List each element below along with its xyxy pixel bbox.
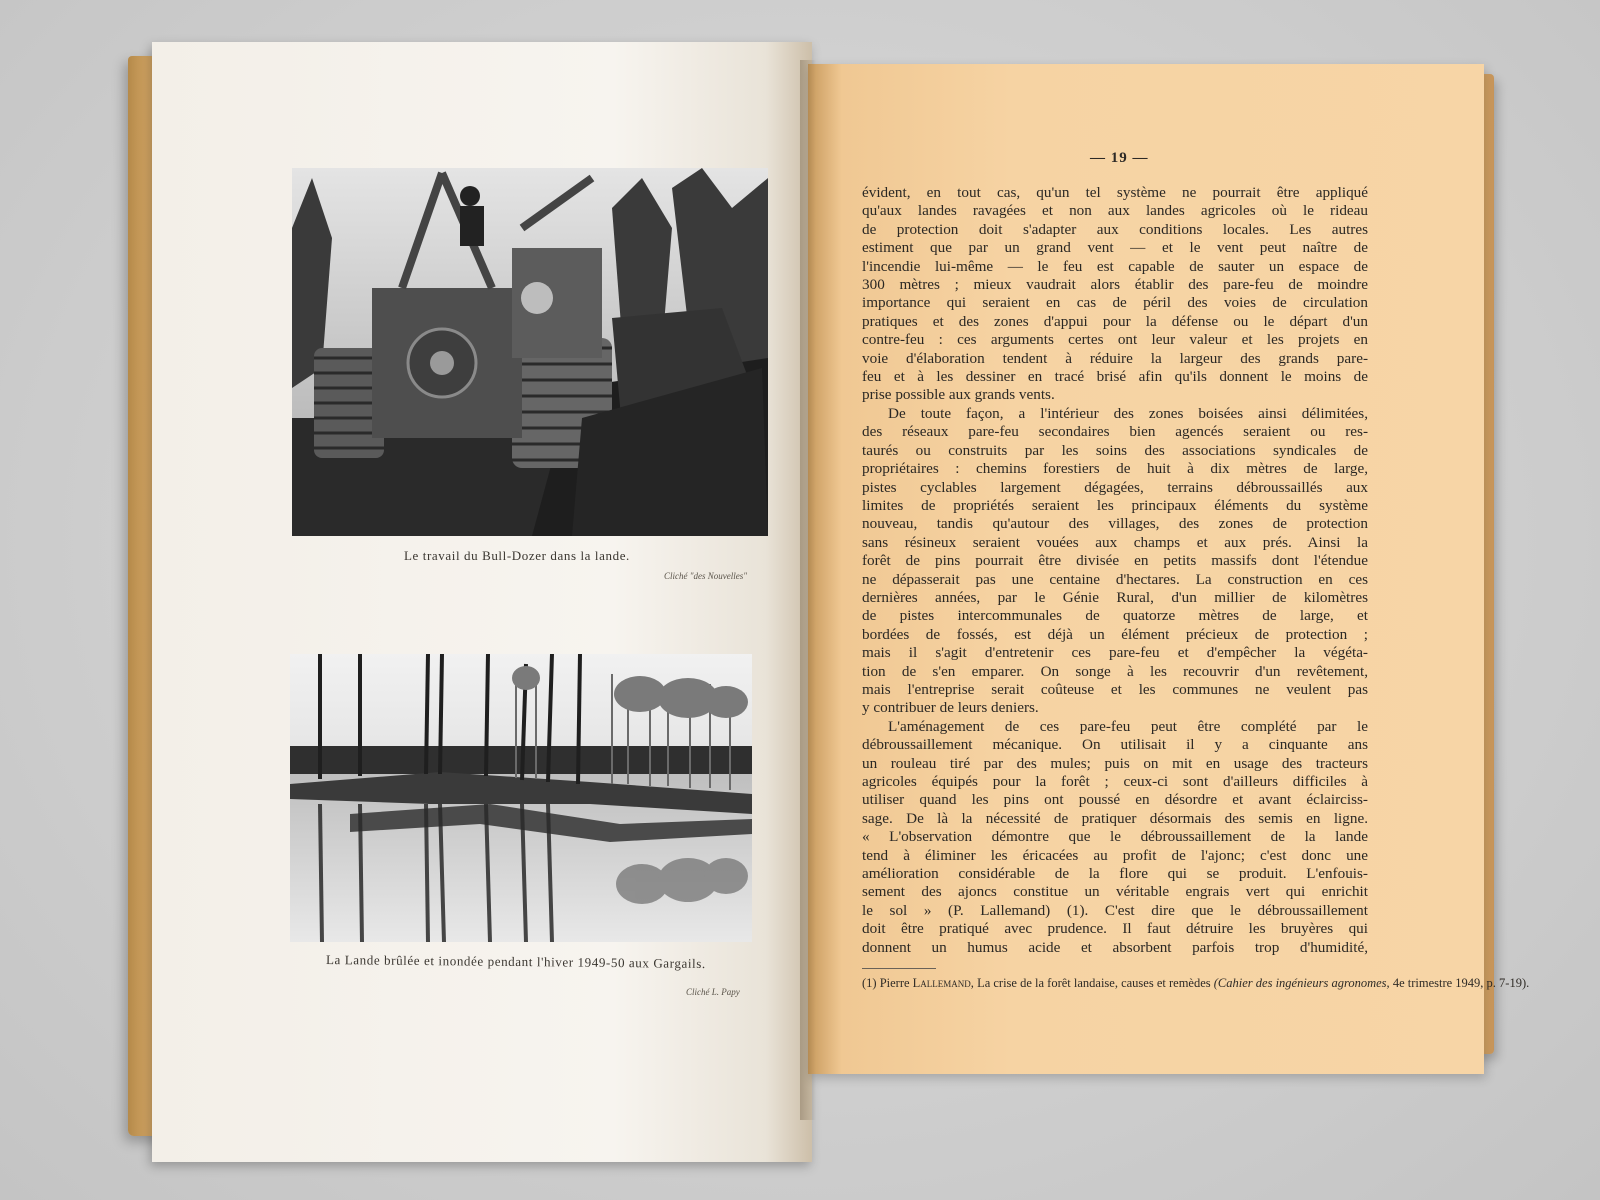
text-line: donnent un humus acide et absorbent parfois trop d'humidité, [862,938,1368,956]
bulldozer-photo [292,168,768,536]
text-line: débroussaillement mécanique. On utilisait il y a cinquante ans [862,736,1368,754]
bulldozer-photo-caption: Le travail du Bull-Dozer dans la lande. [404,548,630,563]
footnote-line-1 [862,976,1530,991]
text-line: l'incendie lui-même — le feu est capable de sauter un espace de [862,257,1368,275]
text-line: prise possible aux grands vents. [862,386,1055,404]
text-line: tend à éliminer les éricacées au profit de l'ajonc; c'est donc une [862,846,1368,864]
text-line: de pistes intercommunales de quatorze mètres de large, et [862,607,1368,625]
text-line: sage. De là la nécessité de pratiquer désormais des semis en ligne. [862,809,1368,827]
text-line: agricoles équipés pour la forêt ; ceux-ci sont d'ailleurs difficiles à [862,773,1368,790]
text-line: pistes cyclables largement dégagées, terrains débroussaillés aux [862,478,1368,496]
text-line: y contribuer de leurs deniers. [862,699,1039,717]
book-gutter [800,60,816,1120]
text-line: tion de s'en emparer. On songe à les recouvrir d'un revêtement, [862,662,1368,680]
footnote-title: La crise de la forêt landaise, causes et remèdes [977,976,1211,990]
text-line: bordées de fossés, est déjà un élément précieux de protection ; [862,625,1368,643]
text-line: des réseaux pare-feu secondaires bien agencés seraient ou res- [862,423,1368,441]
text-line: un rouleau tiré par des mules; puis on mit en usage des tracteurs [862,754,1368,772]
flooded-lande-photo-caption: La Lande brûlée et inondée pendant l'hiver 1949-50 aux Gargails. [325,952,706,971]
text-line: De toute façon, a l'intérieur des zones boisées ainsi délimitées, [888,404,1368,422]
text-line: le sol » (P. Lallemand) (1). C'est dire que le débroussaillement [862,901,1368,919]
text-line: évident, en tout cas, qu'un tel système ne pourrait être appliqué [862,184,1368,201]
text-line: voie d'élaboration tendent à réduire la largeur des grands pare- [862,349,1368,367]
text-line: dernières années, par le Génie Rural, d'un millier de kilomètres [862,588,1368,606]
text-line: « L'observation démontre que le débroussaillement de la lande [862,828,1368,846]
text-line: L'aménagement de ces pare-feu peut être complété par le [888,717,1368,735]
text-line: importance qui seraient en cas de péril des voies de circulation [862,294,1368,312]
text-line: nouveau, tandis qu'autour des villages, des zones de protection [862,515,1368,533]
text-line: taurés ou construits par les soins des associations syndicales de [862,441,1368,459]
text-line: contre-feu : ces arguments certes ont leur valeur et les projets en [862,331,1368,349]
text-line: de protection doit s'adapter aux conditions locales. Les autres [862,220,1368,238]
text-line: amélioration considérable de la flore qui se produit. L'enfouis- [862,865,1368,883]
text-line: forêt de pins pourrait être divisée en petits massifs dont l'étendue [862,552,1368,570]
text-line: utiliser quand les pins ont poussé en désordre et avant éclairciss- [862,791,1368,809]
text-line: mais l'entreprise serait coûteuse et les communes ne veulent pas [862,680,1368,698]
text-line: doit être pratiqué avec prudence. Il faut détruire les bruyères qui [862,920,1368,938]
text-line: mais il s'agit d'entretenir ces pare-feu et d'empêcher la végéta- [862,644,1368,662]
flooded-lande-photo [290,654,752,942]
body-text [862,184,1368,957]
bulldozer-photo-credit: Cliché "des Nouvelles" [664,571,748,581]
page-number: — 19 — [1090,150,1149,166]
text-line: limites de propriétés seraient les principaux éléments du système [862,496,1368,514]
text-line: sement des ajoncs constitue un véritable engrais vert qui enrichit [862,883,1368,901]
footnote-issue: 4e trimestre 1949, p. 7-19). [1392,976,1530,990]
footnote-rule [862,968,936,969]
footnote [862,976,1530,991]
text-line: 300 mètres ; mieux vaudrait alors établir des pare-feu de moindre [862,276,1368,294]
footnote-source: (Cahier des ingénieurs agronomes, [1213,976,1390,990]
footnote-author: Lallemand, [912,976,974,990]
text-line: qu'aux landes ravagées et non aux landes agricoles où le rideau [862,202,1368,220]
text-line: ne dépasserait pas une centaine d'hectares. La construction en ces [862,570,1368,588]
text-line: pratiques et des zones d'appui pour la défense ou le départ d'un [862,312,1368,330]
footnote-marker: (1) Pierre [862,976,910,990]
text-line: feu et à les dessiner en tracé brisé afin qu'ils donnent le moins de [862,368,1368,386]
text-line: sans résineux seraient vouées aux champs et aux prés. Ainsi la [862,533,1368,551]
text-line: propriétaires : chemins forestiers de huit à dix mètres de large, [862,460,1368,478]
text-line: estiment que par un grand vent — et le vent peut naître de [862,239,1368,257]
flooded-lande-photo-credit: Cliché L. Papy [686,987,740,997]
